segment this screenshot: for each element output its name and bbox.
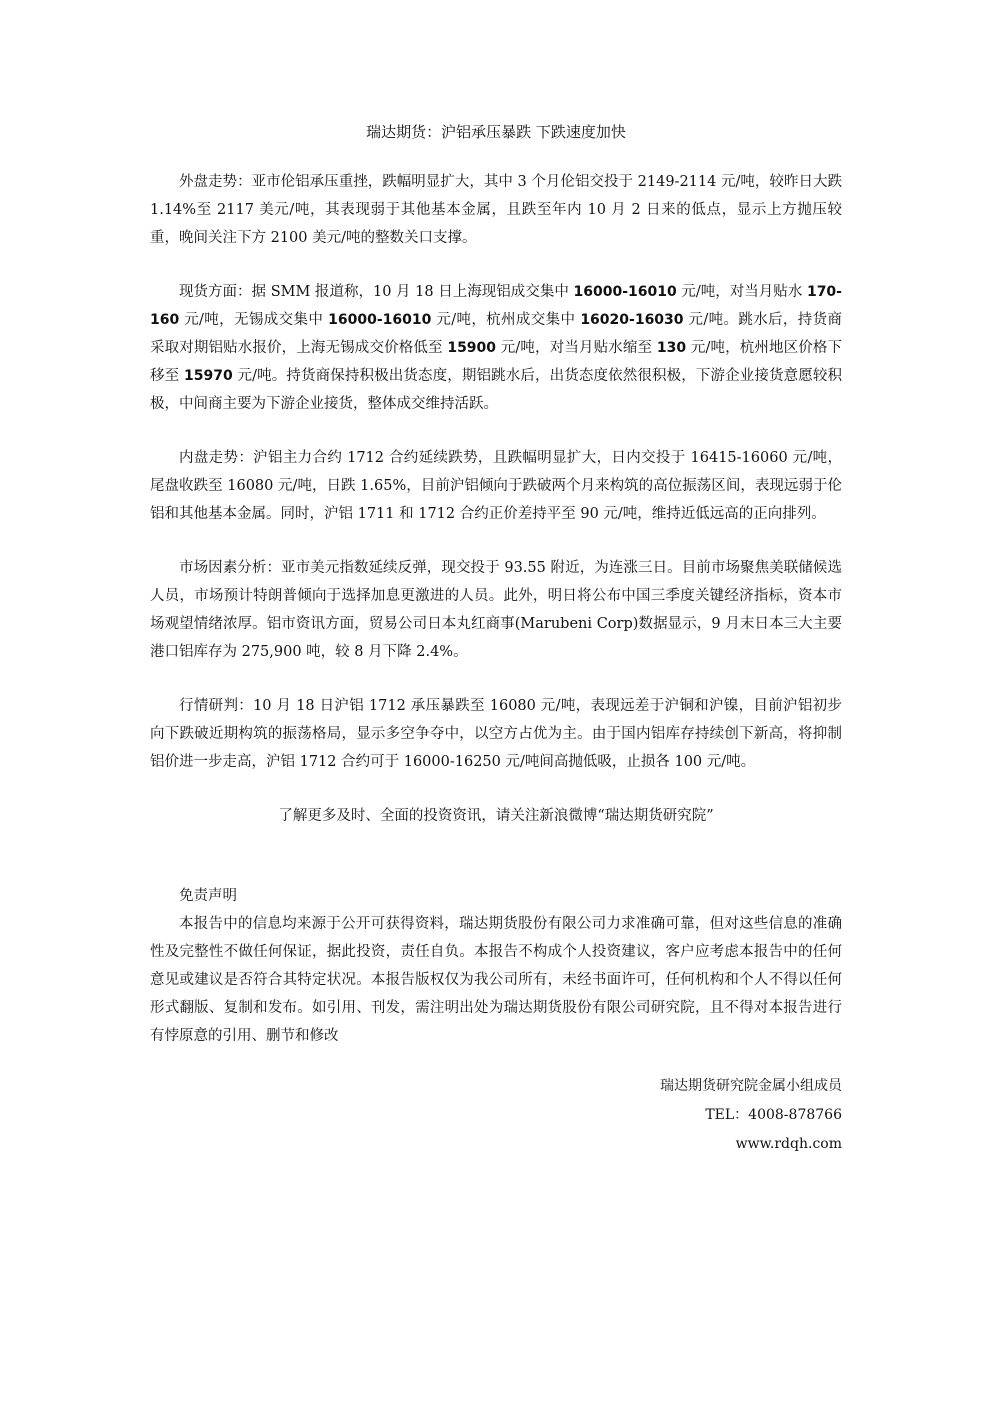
spot-text-2: 元/吨，对当月贴水 — [676, 284, 807, 300]
spot-text-7: 元/吨，杭州地区价格下移至 — [150, 340, 842, 384]
signature-team: 瑞达期货研究院金属小组成员 — [660, 1078, 842, 1094]
spot-price-hangzhou: 16020-16030 — [580, 312, 684, 328]
paragraph-external-market: 外盘走势：亚市伦铝承压重挫，跌幅明显扩大，其中 3 个月伦铝交投于 2149-2114 元/吨，较昨日大跌 1.14%至 2117 美元/吨，其表现弱于其他基本金属，且跌至年内 10 月 2 日来的低点，显示上方抛压较重，晚间关注下方 2100 美元/吨的整数关口支撑。 — [150, 174, 842, 246]
spot-text-1: 现货方面：据 SMM 报道称，10 月 18 日上海现铝成交集中 — [179, 284, 574, 300]
signature-website: www.rdqh.com — [735, 1136, 842, 1152]
paragraph-outlook: 行情研判：10 月 18 日沪铝 1712 承压暴跌至 16080 元/吨，表现远差于沪铜和沪镍，目前沪铝初步向下跌破近期构筑的振荡格局，显示多空争夺中，以空方占优为主。由于国内铝库存持续创下新高，将抑制铝价进一步走高，沪铝 1712 合约可于 16000-16250 元/吨间高抛低吸，止损各 100 元/吨。 — [150, 698, 842, 770]
document-title: 瑞达期货：沪铝承压暴跌 下跌速度加快 — [366, 123, 626, 141]
paragraph-domestic-market: 内盘走势：沪铝主力合约 1712 合约延续跌势，且跌幅明显扩大，日内交投于 16415-16060 元/吨，尾盘收跌至 16080 元/吨，日跌 1.65%，目前沪铝倾向于跌破两个月来构筑的高位振荡区间，表现远弱于伦铝和其他基本金属。同时，沪铝 1711 和 1712 合约正价差持平至 90 元/吨，维持近低远高的正向排列。 — [150, 450, 842, 522]
document-page — [150, 118, 842, 1159]
paragraph-spot-market — [150, 278, 842, 418]
spot-text-5: 元/吨。跳水后，持货商采取对期铝贴水报价，上海无锡成交价格低至 — [150, 312, 842, 356]
spot-text-8: 元/吨。持货商保持积极出货态度，期铝跳水后，出货态度依然很积极，下游企业接货意愿较积极，中间商主要为下游企业接货，整体成交维持活跃。 — [150, 368, 843, 412]
spot-discount-narrowed: 130 — [656, 340, 687, 356]
weibo-notice: 了解更多及时、全面的投资资讯，请关注新浪微博“瑞达期货研究院” — [278, 808, 714, 824]
spot-text-3: 元/吨，无锡成交集中 — [179, 312, 329, 328]
spot-price-low: 15900 — [447, 340, 497, 356]
spot-text-4: 元/吨，杭州成交集中 — [431, 312, 581, 328]
spot-price-hangzhou-low: 15970 — [184, 368, 233, 384]
signature-tel: TEL：4008-878766 — [705, 1107, 842, 1123]
spot-price-wuxi: 16000-16010 — [328, 312, 432, 328]
spot-discount: 170-160 — [150, 284, 842, 328]
disclaimer-body: 本报告中的信息均来源于公开可获得资料，瑞达期货股份有限公司力求准确可靠，但对这些信息的准确性及完整性不做任何保证，据此投资，责任自负。本报告不构成个人投资建议，客户应考虑本报告中的任何意见或建议是否符合其特定状况。本报告版权仅为我公司所有，未经书面许可，任何机构和个人不得以任何形式翻版、复制和发布。如引用、刊发，需注明出处为瑞达期货股份有限公司研究院，且不得对本报告进行有悖原意的引用、删节和修改 — [150, 916, 842, 1044]
spot-price-shanghai: 16000-16010 — [573, 284, 677, 300]
spot-text-6: 元/吨，对当月贴水缩至 — [496, 340, 657, 356]
disclaimer-title: 免责声明 — [179, 888, 237, 904]
paragraph-market-factors: 市场因素分析：亚市美元指数延续反弹，现交投于 93.55 附近，为连涨三日。目前市场聚焦美联储候选人员，市场预计特朗普倾向于选择加息更激进的人员。此外，明日将公布中国三季度关键经济指标，资本市场观望情绪浓厚。铝市资讯方面，贸易公司日本丸红商事(Marubeni Corp)数据显示，9 月末日本三大主要港口铝库存为 275,900 吨，较 8 月下降 2.4%。 — [150, 560, 842, 660]
